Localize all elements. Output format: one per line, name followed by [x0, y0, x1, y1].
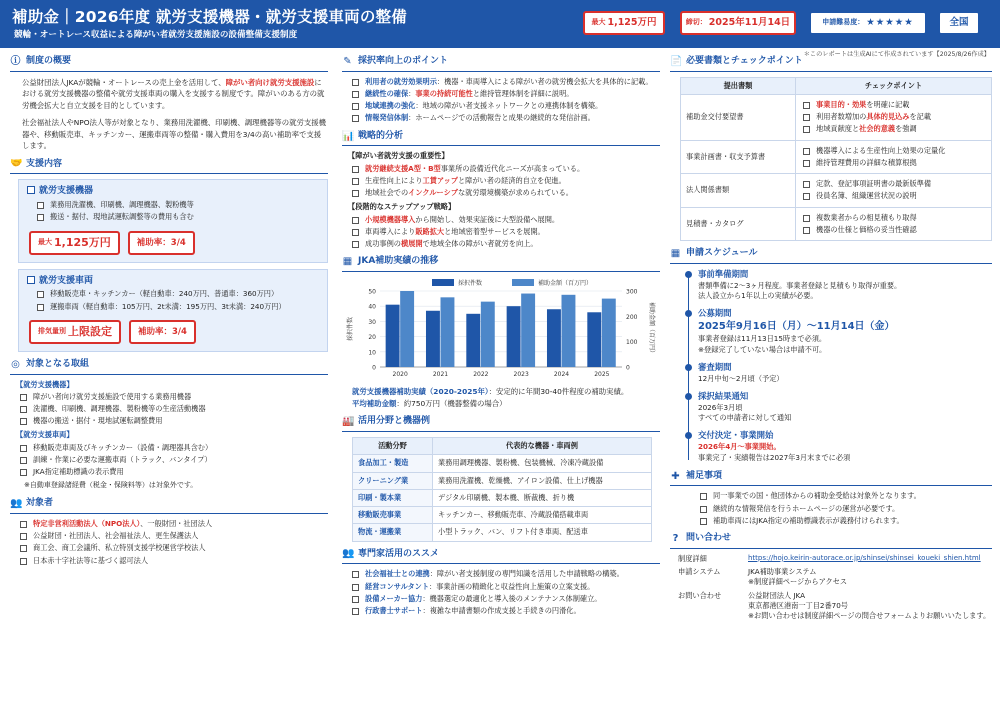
list-item: 設備メーカー協力：機器選定の最適化と導入後のメンテナンス体制確立。: [352, 594, 660, 604]
header-bar: [0, 0, 1000, 48]
list-item: 生産性向上により工賃アップと障がい者の経済的自立を促進。: [352, 176, 660, 186]
equipment-rate-pill: 補助率：3/4: [128, 231, 195, 255]
checkbox-icon: [352, 178, 359, 185]
fields-section: [342, 415, 660, 541]
targets-note: ※自動車登録諸経費（税金・保険料等）は対象外です。: [24, 481, 198, 490]
checkbox-icon: [803, 148, 810, 155]
targets-vehicle-head: 【就労支援車両】: [16, 430, 74, 440]
list-item: 訓練・作業に必要な運搬車両（トラック、バンタイプ）: [20, 455, 328, 465]
table-row: 移動販売事業 キッチンカー、移動販売車、冷蔵設備搭載車両: [353, 507, 652, 524]
y2-tick-label: 200: [626, 313, 638, 321]
checkbox-icon: [20, 469, 27, 476]
chart-section: [342, 255, 660, 409]
supplement-section: [670, 470, 992, 526]
list-item: 継続性の確保：事業の持続可能性と維持管理体制を詳細に説明。: [352, 89, 660, 99]
contact-row: 制度詳細 https://hojo.keirin-autorace.or.jp/shinsei/shinsei_koueki_shien.html: [678, 553, 981, 563]
ai-generated-note: ＊このレポートは生成AIにて作成されています【2025/8/26作成】: [803, 51, 990, 58]
vehicle-limit-pill: 排気量別 上限設定: [29, 320, 121, 344]
list-item: 特定非営利活動法人（NPO法人）、一般財団・社団法人: [20, 519, 328, 529]
overview-paragraph-1: 公益財団法人JKAが競輪・オートレースの売上金を活用して、障がい者向け就労支援施設における就労支援機器の整備や就労支援車両の購入を支援する制度です。障がいのある方の就労機会拡大と自立支援を目的としています。: [22, 77, 325, 110]
table-header: 代表的な機器・車両例: [433, 438, 652, 455]
vehicle-title: 就労支援車両: [27, 275, 319, 288]
list-item: 複数業者からの相見積もり取得: [803, 213, 986, 223]
equipment-max-pill: 最大 1,125万円: [29, 231, 120, 255]
targets-section: [10, 358, 328, 491]
list-item: 運搬車両（軽自動車：105万円、2t未満：195万円、3t未満：240万円）: [37, 302, 319, 312]
docs-section: [670, 55, 992, 241]
handshake-icon: 🤝: [10, 158, 23, 170]
difficulty-badge: 申請難易度： ★★★★★: [809, 11, 927, 35]
checkbox-icon: [803, 227, 810, 234]
users-icon: 👥: [10, 498, 23, 510]
support-section: [10, 158, 328, 352]
section-title-strategy: 📊 戦略的分析: [342, 130, 660, 147]
vehicle-rate-pill: 補助率：3/4: [129, 320, 196, 344]
list-item: 機器導入による生産性向上効果の定量化: [803, 146, 986, 156]
calendar-icon: ▦: [670, 247, 681, 259]
bar-amount: [602, 299, 616, 367]
table-header: チェックポイント: [796, 77, 992, 94]
list-item: 補助車両にはJKA指定の補助標識表示が義務付けられます。: [700, 516, 992, 526]
checkbox-icon: [352, 608, 359, 615]
list-item: 事業目的・効果を明確に記載: [803, 100, 986, 110]
checkbox-icon: [352, 584, 359, 591]
list-item: 定款、登記事項証明書の最新版準備: [803, 179, 986, 189]
table-row: 補助金交付要望書 事業目的・効果を明確に記載 利用者数増加の具体的見込みを記載 地域貢献度と社会的意義を強調: [681, 94, 992, 140]
list-item: 機器の搬送・据付・現地試運転調整費用: [20, 416, 328, 426]
list-item: 商工会、商工会議所、私立特別支援学校運営学校法人: [20, 543, 328, 553]
list-item: 維持管理費用の詳細な積算根拠: [803, 158, 986, 168]
x-tick-label: 2022: [473, 370, 489, 378]
y2-tick-label: 100: [626, 339, 638, 347]
bar-amount: [441, 297, 455, 367]
list-item: 社会福祉士との連携：障がい者支援制度の専門知識を活用した申請戦略の構築。: [352, 569, 660, 579]
x-tick-label: 2021: [432, 370, 449, 378]
checkbox-icon: [352, 241, 359, 248]
list-item: 経営コンサルタント：事業計画の精緻化と収益性向上施策の立案支援。: [352, 582, 660, 592]
contact-row: お問い合わせ 公益財団法人 JKA 東京都港区港南一丁目2番70号 ※お問い合わせは制度詳細ページの問合せフォームよりお願いいたします。: [678, 590, 991, 620]
list-item: 利用者の就労効果明示：機器・車両導入による障がい者の就労機会拡大を具体的に記載。: [352, 77, 660, 87]
legend-swatch: [512, 279, 534, 286]
timeline-item: 審査期間 12月中旬〜2月頃（予定）: [698, 362, 992, 385]
list-item: JKA指定補助標識の表示費用: [20, 467, 328, 477]
bar-amount: [521, 293, 535, 366]
checkbox-icon: [20, 533, 27, 540]
checkbox-icon: [352, 596, 359, 603]
list-item: 継続的な情報発信を行うホームページの運営が必要です。: [700, 504, 992, 514]
section-title-docs: 📄 必要書類とチェックポイント: [670, 55, 992, 72]
list-item: 同一事業での国・他団体からの補助金受給は対象外となります。: [700, 491, 992, 501]
y-tick-label: 10: [368, 349, 376, 357]
max-amount-badge: 最大 1,125万円: [583, 11, 665, 35]
table-row: 事業計画書・収支予算書 機器導入による生産性向上効果の定量化 維持管理費用の詳細な積算根拠: [681, 140, 992, 173]
section-title-overview: ⓘ 制度の概要: [10, 55, 328, 72]
legend-swatch: [432, 279, 454, 286]
deadline-badge: 締切： 2025年11月14日: [680, 11, 796, 35]
plus-icon: ✚: [671, 470, 680, 482]
bar-chart-icon: ▦: [342, 256, 353, 268]
section-title-contact: ? 問い合わせ: [670, 532, 992, 549]
strategy-head-2: 【段階的なステップアップ戦略】: [348, 202, 456, 212]
expert-section: [342, 548, 660, 617]
docs-table: [680, 77, 992, 241]
y-tick-label: 20: [368, 334, 376, 342]
list-item: 利用者数増加の具体的見込みを記載: [803, 112, 986, 122]
list-item: 日本赤十字社法等に基づく認可法人: [20, 556, 328, 566]
checkbox-icon: [352, 217, 359, 224]
checkbox-icon: [20, 521, 27, 528]
checkbox-icon: [803, 160, 810, 167]
x-tick-label: 2024: [553, 370, 570, 378]
jka-results-chart: [342, 277, 660, 382]
y2-tick-label: 300: [626, 288, 638, 296]
list-item: 地域貢献度と社会的意義を強調: [803, 124, 986, 134]
region-badge: 全国: [938, 11, 980, 35]
x-tick-label: 2023: [513, 370, 529, 378]
list-item: 就労継続支援A型・B型事業所の設備近代化ニーズが高まっている。: [352, 164, 660, 174]
bar-count: [507, 306, 521, 367]
checkbox-icon: [352, 103, 359, 110]
checkbox-icon: [803, 181, 810, 188]
column-right: [670, 55, 992, 627]
legend-label: 補助金額（百万円）: [538, 279, 593, 287]
section-title-targets: ◎ 対象となる取組: [10, 358, 328, 375]
x-tick-label: 2020: [392, 370, 408, 378]
section-title-schedule: ▦ 申請スケジュール: [670, 247, 992, 264]
contact-row: 申請システム JKA補助事業システム ※制度詳細ページからアクセス: [678, 567, 848, 587]
section-title-expert: 👥 専門家活用のススメ: [342, 548, 660, 565]
table-header: 提出書類: [681, 77, 796, 94]
list-item: 公益財団・社団法人、社会福祉法人、更生保護法人: [20, 531, 328, 541]
list-item: 地域連携の強化：地域の障がい者支援ネットワークとの連携体制を構築。: [352, 101, 660, 111]
table-row: 物流・運搬業 小型トラック、バン、リフト付き車両、配送車: [353, 524, 652, 541]
y-tick-label: 30: [368, 318, 376, 326]
overview-paragraph-2: 社会福祉法人やNPO法人等が対象となり、業務用洗濯機、印刷機、調理機器等の就労支援機器や、移動販売車、キッチンカー、運搬車両等の整備・購入費用を3/4の高い補助率で支援します。: [22, 118, 327, 151]
list-item: 役員名簿、組織運営状況の説明: [803, 191, 986, 201]
chart-summary-1: 就労支援機器補助実績（2020-2025年）：安定的に年間30-40件程度の補助実績。: [352, 387, 629, 397]
y-axis-label: 採択件数: [347, 316, 354, 341]
checkbox-icon: [803, 215, 810, 222]
list-item: 情報発信体制：ホームページでの活動報告と成果の継続的な発信計画。: [352, 113, 660, 123]
info-icon: ⓘ: [10, 55, 21, 67]
section-title-supplement: ✚ 補足事項: [670, 470, 992, 487]
tips-section: [342, 55, 660, 124]
checkbox-icon: [352, 190, 359, 197]
checkbox-icon: [352, 571, 359, 578]
column-middle: [342, 55, 660, 622]
column-left: [10, 55, 328, 572]
bar-count: [426, 311, 440, 367]
checkbox-icon: [352, 115, 359, 122]
details-link[interactable]: https://hojo.keirin-autorace.or.jp/shinsei/shinsei_koueki_shien.html: [748, 553, 981, 562]
contact-section: [670, 532, 992, 621]
equipment-box: [18, 179, 328, 262]
list-item: 車両導入により販路拡大と地域密着型サービスを展開。: [352, 227, 660, 237]
table-row: 見積書・カタログ 複数業者からの相見積もり取得 機器の仕様と価格の妥当性確認: [681, 207, 992, 240]
checkbox-icon: [700, 493, 707, 500]
checkbox-icon: [803, 114, 810, 121]
y-tick-label: 40: [368, 303, 376, 311]
bar-count: [386, 305, 400, 367]
checkbox-icon: [352, 79, 359, 86]
list-item: 搬送・据付、現地試運転調整等の費用も含む: [37, 212, 319, 222]
list-item: 小規模機器導入から開始し、効果実証後に大型設備へ展開。: [352, 215, 660, 225]
overview-section: [10, 55, 328, 152]
strategy-section: [342, 130, 660, 250]
checkbox-icon: [20, 457, 27, 464]
bar-amount: [562, 295, 576, 367]
list-item: 機器の仕様と価格の妥当性確認: [803, 225, 986, 235]
checkbox-icon: [803, 193, 810, 200]
targets-equipment-head: 【就労支援機器】: [16, 379, 74, 389]
checkbox-icon: [20, 545, 27, 552]
checkbox-icon: [352, 91, 359, 98]
timeline-item: 事前準備期間 書類準備に2〜3ヶ月程度。事業者登録と見積もり取得が重要。 法人設立から1年以上の実績が必要。: [698, 269, 992, 303]
factory-icon: 🏭: [342, 416, 355, 428]
checkbox-icon: [37, 214, 44, 221]
list-item: 移動販売車・キッチンカー（軽自動車：240万円、普通車：360万円）: [37, 289, 319, 299]
checkbox-icon: [803, 126, 810, 133]
checkbox-icon: [700, 506, 707, 513]
checkbox-icon: [700, 518, 707, 525]
document-icon: 📄: [670, 55, 683, 67]
list-item: 移動販売車両及びキッチンカー（設備・調理器具含む）: [20, 443, 328, 453]
equipment-title: 就労支援機器: [27, 185, 319, 198]
y2-tick-label: 0: [626, 364, 630, 372]
table-row: 法人関係書類 定款、登記事項証明書の最新版準備 役員名簿、組織運営状況の説明: [681, 174, 992, 207]
checkbox-icon: [37, 202, 44, 209]
eligible-section: [10, 497, 328, 566]
section-title-chart: ▦ JKA補助実績の推移: [342, 255, 660, 272]
bar-count: [587, 312, 601, 367]
schedule-section: [670, 247, 992, 464]
y-tick-label: 0: [372, 364, 376, 372]
y-tick-label: 50: [368, 288, 376, 296]
list-item: 洗濯機、印刷機、調理機器、製粉機等の生産活動機器: [20, 404, 328, 414]
checkbox-icon: [20, 558, 27, 565]
table-header: 活動分野: [353, 438, 433, 455]
page-subtitle: 競輪・オートレース収益による障がい者就労支援施設の設備整備支援制度: [14, 30, 298, 40]
checkbox-icon: [20, 445, 27, 452]
table-row: 食品加工・製造 業務用調理機器、製粉機、包装機械、冷凍冷蔵設備: [353, 455, 652, 472]
checkbox-icon: [20, 418, 27, 425]
section-title-tips: ✎ 採択率向上のポイント: [342, 55, 660, 72]
checkbox-icon: [37, 291, 44, 298]
people-icon: 👥: [342, 548, 355, 560]
list-item: 業務用洗濯機、印刷機、調理機器、製粉機等: [37, 200, 319, 210]
chart-summary-2: 平均補助金額：約750万円（機器整備の場合）: [352, 398, 507, 408]
checkbox-icon: [352, 166, 359, 173]
checkbox-icon: [37, 304, 44, 311]
x-tick-label: 2025: [594, 370, 610, 378]
strategy-head-1: 【障がい者就労支援の重要性】: [348, 151, 449, 161]
question-icon: ?: [672, 532, 679, 544]
bar-amount: [400, 291, 414, 367]
bar-count: [547, 309, 561, 367]
chart-icon: 📊: [342, 130, 355, 142]
timeline-item: 採択結果通知 2026年3月頃 すべての申請者に対して通知: [698, 391, 992, 425]
pencil-icon: ✎: [343, 55, 352, 67]
checkbox-icon: [20, 394, 27, 401]
list-item: 障がい者向け就労支援施設で使用する業務用機器: [20, 392, 328, 402]
list-item: 地域社会でのインクルーシブな就労環境構築が求められている。: [352, 188, 660, 198]
section-title-support: 🤝 支援内容: [10, 158, 328, 175]
target-icon: ◎: [11, 358, 20, 370]
bar-amount: [481, 302, 495, 367]
vehicle-box: [18, 269, 328, 352]
checkbox-icon: [803, 102, 810, 109]
timeline-item: 公募期間 2025年9月16日（月）〜11月14日（金） 事業者登録は11月13日15時まで必須。 ※登録完了していない場合は申請不可。: [698, 308, 992, 356]
schedule-timeline: [684, 269, 992, 464]
bar-count: [466, 314, 480, 367]
table-row: 印刷・製本業 デジタル印刷機、製本機、断裁機、折り機: [353, 489, 652, 506]
table-row: クリーニング業 業務用洗濯機、乾燥機、アイロン設備、仕上げ機器: [353, 472, 652, 489]
list-item: 行政書士サポート：複雑な申請書類の作成支援と手続きの円滑化。: [352, 606, 660, 616]
y2-axis-label: 補助金額（百万円）: [648, 301, 655, 356]
legend-label: 採択件数: [458, 279, 483, 287]
list-item: 成功事例の横展開で地域全体の障がい者就労を向上。: [352, 239, 660, 249]
section-title-fields: 🏭 活用分野と機器例: [342, 415, 660, 432]
checkbox-icon: [352, 229, 359, 236]
timeline-item: 交付決定・事業開始 2026年4月〜事業開始。 事業完了・実績報告は2027年3月末までに必須: [698, 430, 992, 464]
fields-table: [352, 437, 652, 541]
page-title: 補助金｜2026年度 就労支援機器・就労支援車両の整備: [12, 8, 407, 26]
section-title-eligible: 👥 対象者: [10, 497, 328, 514]
checkbox-icon: [20, 406, 27, 413]
